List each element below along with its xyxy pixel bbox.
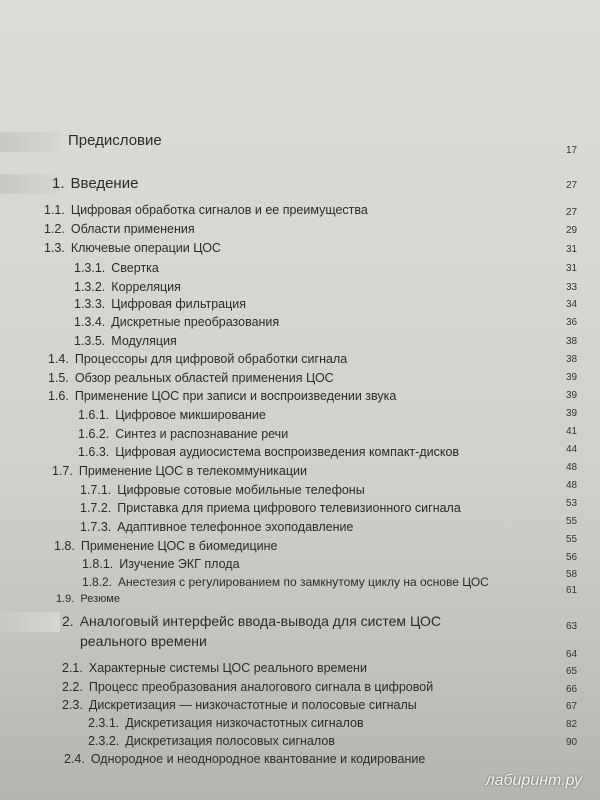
toc-entry-1-3-3[interactable] bbox=[74, 298, 246, 311]
toc-entry-title: Процесс преобразования аналогового сигнала в цифровой bbox=[88, 680, 434, 694]
toc-entry-number: 1.6.3. bbox=[78, 445, 110, 459]
toc-entry-title: Приставка для приема цифрового телевизионного сигнала bbox=[117, 501, 461, 515]
toc-entry-1-7-3[interactable] bbox=[80, 521, 353, 534]
toc-page-number: 44 bbox=[566, 444, 578, 455]
toc-entry-number: 1.3. bbox=[44, 241, 65, 255]
toc-entry-number: 1.3.1. bbox=[74, 261, 106, 275]
toc-entry-title: Анестезия с регулированием по замкнутому циклу на основе ЦОС bbox=[118, 575, 489, 589]
toc-entry-title: Изучение ЭКГ плода bbox=[119, 557, 240, 571]
toc-entry-title: Применение ЦОС в биомедицине bbox=[80, 539, 278, 553]
toc-entry-number: 1.8.1. bbox=[82, 557, 114, 571]
toc-entry-number: 1.9. bbox=[56, 593, 75, 605]
toc-entry-title: Дискретизация полосовых сигналов bbox=[125, 734, 335, 748]
toc-page-number: 58 bbox=[566, 569, 578, 580]
toc-entry-number: 1.6.2. bbox=[78, 427, 110, 441]
toc-page-number: 90 bbox=[566, 737, 578, 748]
toc-entry-1-8[interactable] bbox=[54, 540, 277, 553]
toc-entry-1-1[interactable] bbox=[44, 204, 368, 217]
toc-entry-1-4[interactable] bbox=[48, 353, 347, 366]
toc-entry-2-3-1[interactable] bbox=[88, 717, 364, 730]
toc-entry-1-6[interactable] bbox=[48, 390, 396, 403]
toc-page-number: 66 bbox=[566, 684, 578, 695]
chapter-2-bar bbox=[0, 612, 60, 632]
chapter-1-bar bbox=[0, 174, 60, 194]
toc-entry-title: Цифровые сотовые мобильные телефоны bbox=[117, 483, 365, 497]
toc-entry-title: Аналоговый интерфейс ввода-вывода для систем ЦОС bbox=[79, 613, 441, 629]
toc-entry-title: Адаптивное телефонное эхоподавление bbox=[117, 520, 354, 534]
toc-entry-number: 2.4. bbox=[64, 752, 85, 766]
toc-entry-2-1[interactable] bbox=[62, 662, 367, 675]
toc-entry-number: 1.3.3. bbox=[74, 297, 106, 311]
preface-bar bbox=[0, 132, 60, 152]
toc-entry-title: Области применения bbox=[70, 222, 195, 236]
toc-entry-title: Дискретизация низкочастотных сигналов bbox=[125, 716, 364, 730]
toc-entry-number: 2. bbox=[62, 613, 74, 629]
toc-entry-1-3-2[interactable] bbox=[74, 281, 181, 294]
toc-entry-title: Обзор реальных областей применения ЦОС bbox=[74, 371, 334, 385]
toc-page-number: 55 bbox=[566, 534, 578, 545]
toc-entry-number: 1.3.4. bbox=[74, 315, 106, 329]
toc-entry-2-3-2[interactable] bbox=[88, 735, 335, 748]
toc-page-number: 82 bbox=[566, 719, 578, 730]
toc-entry-number: 1.1. bbox=[44, 203, 65, 217]
toc-page-number: 39 bbox=[566, 408, 578, 419]
toc-entry-number: 1.6.1. bbox=[78, 408, 110, 422]
toc-entry-1-5[interactable] bbox=[48, 372, 334, 385]
toc-entry-1-8-2[interactable] bbox=[82, 576, 489, 588]
toc-entry-number: 1.2. bbox=[44, 222, 65, 236]
toc-entry-number: 1.7. bbox=[52, 464, 73, 478]
toc-page-number: 48 bbox=[566, 480, 578, 491]
toc-entry-preface[interactable] bbox=[68, 133, 162, 148]
toc-entry-title: Дискретные преобразования bbox=[111, 315, 280, 329]
toc-entry-title: Резюме bbox=[80, 593, 120, 605]
toc-page-number: 64 bbox=[566, 649, 578, 660]
toc-entry-number: 2.3.1. bbox=[88, 716, 120, 730]
toc-entry-title: Модуляция bbox=[111, 334, 177, 348]
toc-page-number: 55 bbox=[566, 516, 578, 527]
toc-entry-title: Цифровая аудиосистема воспроизведения компакт-дисков bbox=[115, 445, 460, 459]
toc-entry-title: Ключевые операции ЦОС bbox=[70, 241, 221, 255]
watermark: лабиринт.ру bbox=[485, 772, 582, 789]
toc-page-number: 34 bbox=[566, 299, 578, 310]
toc-entry-1-6-1[interactable] bbox=[78, 409, 266, 422]
toc-entry-title: Цифровая обработка сигналов и ее преимущества bbox=[70, 203, 368, 217]
toc-entry-title: Корреляция bbox=[111, 280, 181, 294]
toc-entry-title: Применение ЦОС в телекоммуникации bbox=[78, 464, 308, 478]
toc-entry-title: Однородное и неоднородное квантование и кодирование bbox=[90, 752, 426, 766]
toc-entry-1-7-1[interactable] bbox=[80, 484, 365, 497]
toc-entry-1-9[interactable] bbox=[56, 594, 120, 605]
toc-entry-chapter-2-title-cont: реального времени bbox=[80, 633, 207, 649]
toc-entry-1-2[interactable] bbox=[44, 223, 195, 236]
toc-entry-title: Введение bbox=[70, 175, 139, 192]
toc-page-number: 39 bbox=[566, 372, 578, 383]
toc-page-number: 33 bbox=[566, 282, 578, 293]
toc-entry-1-3-5[interactable] bbox=[74, 335, 177, 348]
toc-entry-number: 1.6. bbox=[48, 389, 69, 403]
toc-entry-chapter-1[interactable] bbox=[52, 176, 138, 191]
toc-entry-number: 2.2. bbox=[62, 680, 83, 694]
toc-entry-number: 1.4. bbox=[48, 352, 69, 366]
toc-entry-title: Процессоры для цифровой обработки сигнала bbox=[74, 352, 348, 366]
toc-entry-number: 1. bbox=[52, 175, 65, 192]
toc-entry-1-6-3[interactable] bbox=[78, 446, 459, 459]
toc-page-number: 65 bbox=[566, 666, 578, 677]
toc-page-number: 53 bbox=[566, 498, 578, 509]
toc-entry-title: Предисловие bbox=[68, 132, 162, 149]
toc-entry-2-2[interactable] bbox=[62, 681, 433, 694]
toc-entry-number: 1.5. bbox=[48, 371, 69, 385]
toc-entry-1-7-2[interactable] bbox=[80, 502, 461, 515]
toc-entry-2-3[interactable] bbox=[62, 699, 417, 712]
toc-page-number: 17 bbox=[566, 145, 578, 156]
toc-page-number: 27 bbox=[566, 180, 578, 191]
toc-entry-1-8-1[interactable] bbox=[82, 558, 240, 571]
toc-page-number: 31 bbox=[566, 263, 578, 274]
toc-page-number: 61 bbox=[566, 585, 578, 596]
toc-entry-2-4[interactable] bbox=[64, 753, 425, 766]
toc-entry-number: 1.7.3. bbox=[80, 520, 112, 534]
toc-entry-title: Цифровая фильтрация bbox=[111, 297, 247, 311]
toc-entry-number: 2.1. bbox=[62, 661, 83, 675]
toc-entry-number: 1.8. bbox=[54, 539, 75, 553]
toc-entry-number: 2.3.2. bbox=[88, 734, 120, 748]
toc-entry-number: 2.3. bbox=[62, 698, 83, 712]
toc-entry-1-3[interactable] bbox=[44, 242, 221, 255]
toc-entry-1-6-2[interactable] bbox=[78, 428, 288, 441]
toc-page-number: 36 bbox=[566, 317, 578, 328]
toc-entry-number: 1.7.2. bbox=[80, 501, 112, 515]
toc-page-number: 41 bbox=[566, 426, 578, 437]
toc-page-number: 48 bbox=[566, 462, 578, 473]
toc-entry-number: 1.3.5. bbox=[74, 334, 106, 348]
toc-page-number: 29 bbox=[566, 225, 578, 236]
toc-entry-1-3-1[interactable] bbox=[74, 262, 159, 275]
toc-entry-title: Применение ЦОС при записи и воспроизведении звука bbox=[74, 389, 397, 403]
toc-entry-title: Свертка bbox=[111, 261, 159, 275]
toc-entry-title: Дискретизация — низкочастотные и полосовые сигналы bbox=[88, 698, 417, 712]
toc-entry-number: 1.3.2. bbox=[74, 280, 106, 294]
toc-entry-number: 1.7.1. bbox=[80, 483, 112, 497]
toc-page-number: 38 bbox=[566, 354, 578, 365]
toc-page-number: 67 bbox=[566, 701, 578, 712]
toc-entry-number: 1.8.2. bbox=[82, 575, 113, 589]
toc-page-number: 31 bbox=[566, 244, 578, 255]
toc-page-number: 63 bbox=[566, 621, 578, 632]
toc-page-number: 39 bbox=[566, 390, 578, 401]
toc-entry-title: Цифровое микширование bbox=[115, 408, 266, 422]
toc-entry-1-3-4[interactable] bbox=[74, 316, 279, 329]
toc-page-number: 56 bbox=[566, 552, 578, 563]
toc-entry-title: Синтез и распознавание речи bbox=[115, 427, 289, 441]
toc-entry-chapter-2[interactable] bbox=[62, 614, 441, 628]
toc-entry-1-7[interactable] bbox=[52, 465, 307, 478]
toc-page-number: 38 bbox=[566, 336, 578, 347]
toc-page-number: 27 bbox=[566, 207, 578, 218]
toc-entry-title: Характерные системы ЦОС реального времени bbox=[88, 661, 367, 675]
